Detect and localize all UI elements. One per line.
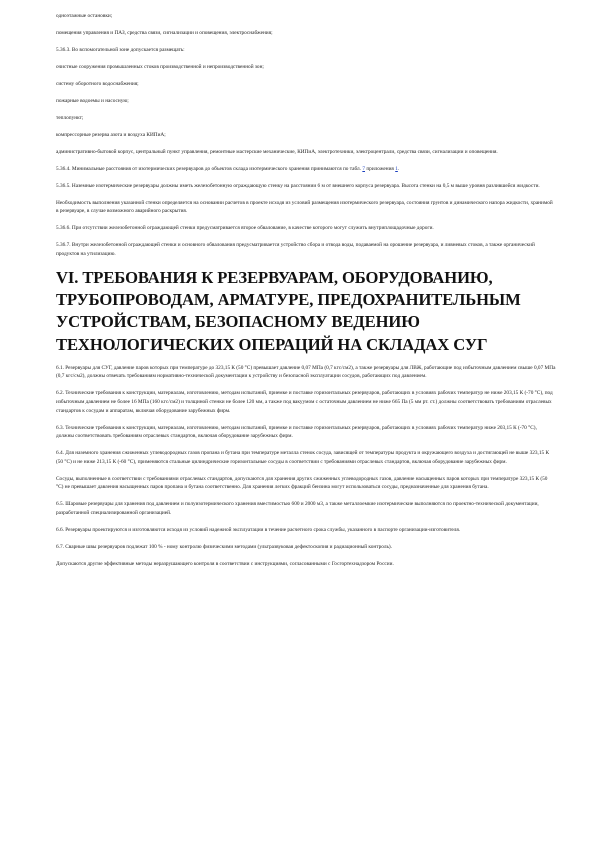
paragraph: систему оборотного водоснабжения;: [56, 80, 139, 87]
paragraph: 6.2. Технические требования к конструкции, материалам, изготовлению, методам испытаний, приемке и поставке горизонтальных резервуаров, работающих в условиях рабочих температур не ниже 203,15 К (-70 °С), под избыточным давлением не более 16 МПа (160 кгс/см2) и толщиной стенки не более 120 мм, а также под вакуумом с остаточным давлением не ниже 665 Па (5 мм рт. ст.) должны соответствовать требованиям отраслевых стандартов к сосудам и аппаратам, включая оборудование зарубежных фирм.: [56, 390, 553, 414]
paragraph-text: 5.36.4. Минимальные расстояния от изотермических резервуаров до объектов склада изотермического хранения принимаются по табл.: [56, 165, 362, 172]
section-heading: VI. ТРЕБОВАНИЯ К РЕЗЕРВУАРАМ, ОБОРУДОВАНИЮ, ТРУБОПРОВОДАМ, АРМАТУРЕ, ПРЕДОХРАНИТЕЛЬНЫМ УСТРОЙСТВАМ, БЕЗОПАСНОМУ ВЕДЕНИЮ ТЕХНОЛОГИЧЕСКИХ ОПЕРАЦИЙ НА СКЛАДАХ СУГ: [56, 267, 521, 354]
appendix-link[interactable]: 1: [395, 165, 398, 172]
paragraph: очистные сооружения промышленных стоков производственной и непроизводственной зон;: [56, 63, 264, 70]
paragraph: 5.36.3. Во вспомогательной зоне допускается размещать:: [56, 46, 185, 53]
paragraph: административно-бытовой корпус, центральный пункт управления, ремонтные мастерские механические, КИПиА, электротехники, электроцентрали, средства связи, сигнализации и оповещения.: [56, 148, 498, 155]
paragraph: 6.4. Для наземного хранения сжиженных углеводородных газов пропана и бутана при температуре металла стенок сосуда, зависящей от температуры продукта и окружающего воздуха и достигающей не выше 323,15 К (50 °С) и не ниже 213,15 К (-60 °С), применяются стальные цилиндрические горизонтальные сосуды в соответствии с требованиями отраслевых стандартов, включая оборудование зарубежных фирм.: [56, 450, 550, 465]
paragraph: 5.36.5. Наземные изотермические резервуары должны иметь железобетонную ограждающую стенку на расстоянии 6 м от внешнего корпуса резервуара. Высота стенки на 0,5 м выше уровня разлившейся жидкости.: [56, 182, 540, 189]
paragraph: Сосуды, выполненные в соответствии с требованиями отраслевых стандартов, допускаются для хранения других сжиженных углеводородных газов, давление насыщенных паров которых при температуре 323,15 К (50 °С) не превышает давления насыщенных паров пропана и бутана соответственно. Для хранения легких фракций бензина могут использоваться сосуды, предназначенные для хранения бутана.: [56, 475, 548, 491]
paragraph: 6.3. Технические требования к конструкции, материалам, изготовлению, методам испытаний, приемке и поставке горизонтальных резервуаров, работающих в условиях рабочих температур ниже 203,15 К (-70 °С), должны соответствовать требованиям отраслевых стандартов, включая оборудование зарубежных фирм.: [56, 424, 537, 440]
paragraph: теплопункт;: [56, 114, 84, 121]
paragraph: 6.1. Резервуары для СУГ, давление паров которых при температуре до 323,15 К (50 °С) превышает давление 0,07 МПа (0,7 кгс/см2), а также резервуары для ЛВЖ, работающие под избыточным давлением свыше 0,07 МПа (0,7 кгс/см2), должны отвечать требованиям нормативно-технической документации к устройству и безопасной эксплуатации сосудов, работающих под давлением.: [56, 364, 556, 380]
table-link[interactable]: 7: [362, 165, 366, 172]
paragraph: помещения управления и ПАЗ, средства связи, сигнализации и оповещения, электроснабжения;: [56, 29, 273, 36]
paragraph: 5.36.7. Внутри железобетонной ограждающей стенки и основного обвалования предусматривается устройство сбора и отвода воды, подаваемой на орошение резервуара, и ливневых стоков, а также органический продуктов на утилизацию.: [56, 242, 535, 257]
paragraph: компрессорные резерва азота и воздуха КИПиА;: [56, 131, 166, 138]
paragraph: одноэтажные остановки;: [56, 13, 113, 19]
paragraph: 6.7. Сварные швы резервуаров подлежат 100 % - ному контролю физическими методами (ультразвуковая дефектоскопия и радиационный контроль).: [56, 543, 392, 550]
paragraph-5364: [56, 165, 556, 174]
paragraph-text: приложения: [366, 165, 394, 172]
paragraph-text: .: [397, 165, 400, 172]
paragraph: 5.36.6. При отсутствии железобетонной ограждающей стенки предусматривается второе обвалование, в качестве которого могут служить внутриплощадочные дороги.: [56, 225, 434, 232]
paragraph: Необходимость выполнения указанной стенки определяется на основании расчетов в проекте исходя из условий размещения изотермического резервуара, состояния грунтов и динамического напора жидкости, хранимой в резервуаре, в случае возможного аварийного раскрытия.: [56, 199, 553, 215]
document-page: [56, 12, 556, 577]
paragraph: пожарные водоемы и насосную;: [56, 97, 129, 104]
paragraph: 6.5. Шаровые резервуары для хранения под давлением и полуизотермического хранения вместимостью 600 и 2000 м3, а также металлоемкие изотермические выполняются по проектно-технической документации, разработанной специализированной организацией.: [56, 501, 539, 516]
paragraph: Допускаются другие эффективные методы неразрушающего контроля в соответствии с инструкциями, согласованными с Госгортехнадзором России.: [56, 560, 394, 567]
paragraph: 6.6. Резервуары проектируются и изготовляются исходя из условий надежной эксплуатации в течение расчетного срока службы, указанного в паспорте организации-изготовителя.: [56, 526, 461, 533]
